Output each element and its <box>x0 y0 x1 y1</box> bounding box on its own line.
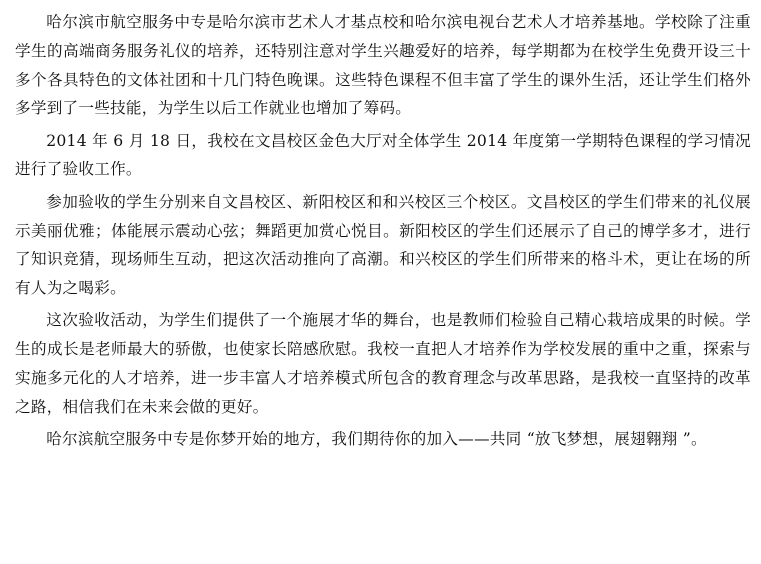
paragraph-closing: 哈尔滨航空服务中专是你梦开始的地方，我们期待你的加入——共同 “放飞梦想，展翅翱翔 ”。 <box>46 430 707 449</box>
paragraph-campus-performances: 参加验收的学生分别来自文昌校区、新阳校区和和兴校区三个校区。文昌校区的学生们带来的礼仪展示美丽优雅；体能展示震动心弦；舞蹈更加赏心悦目。新阳校区的学生们还展示了自己的博学多才，进行了知识竞猜，现场师生互动，把这次活动推向了高潮。和兴校区的学生们所带来的格斗术，更让在场的所有人为之喝彩。 <box>15 192 751 298</box>
document-body <box>15 8 751 457</box>
paragraph-school-intro: 哈尔滨市航空服务中专是哈尔滨市艺术人才基点校和哈尔滨电视台艺术人才培养基地。学校除了注重学生的高端商务服务礼仪的培养，还特别注意对学生兴趣爱好的培养，每学期都为在校学生免费开设三十多个各具特色的文体社团和十几门特色晚课。这些特色课程不但丰富了学生的课外生活，还让学生们格外多学到了一些技能，为学生以后工作就业也增加了筹码。 <box>15 13 751 118</box>
paragraph-event-date: 2014 年 6 月 18 日，我校在文昌校区金色大厅对全体学生 2014 年度第一学期特色课程的学习情况进行了验收工作。 <box>15 131 751 179</box>
paragraph-event-significance: 这次验收活动，为学生们提供了一个施展才华的舞台，也是教师们检验自己精心栽培成果的时候。学生的成长是老师最大的骄傲，也使家长陪感欣慰。我校一直把人才培养作为学校发展的重中之重，探索与实施多元化的人才培养，进一步丰富人才培养模式所包含的教育理念与改革思路，是我校一直坚持的改革之路，相信我们在未来会做的更好。 <box>15 311 751 416</box>
